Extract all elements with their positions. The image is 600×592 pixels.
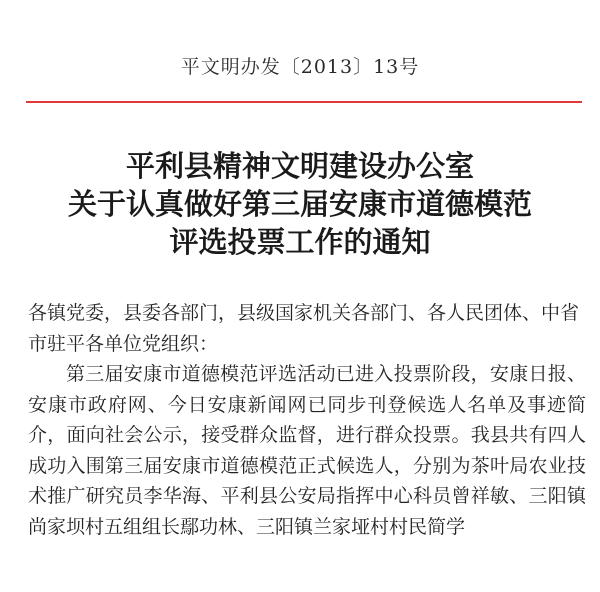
document-body bbox=[28, 298, 586, 542]
red-header-rule bbox=[26, 101, 582, 103]
salutation: 各镇党委，县委各部门，县级国家机关各部门、各人民团体、中省市驻平各单位党组织： bbox=[28, 302, 580, 355]
title-line-1: 平利县精神文明建设办公室 bbox=[125, 149, 474, 183]
title-line-3: 评选投票工作的通知 bbox=[169, 225, 431, 259]
document-number: 平文明办发〔2013〕13号 bbox=[180, 56, 420, 78]
title-line-2: 关于认真做好第三届安康市道德模范 bbox=[67, 187, 532, 221]
document-title bbox=[0, 147, 600, 261]
body-paragraph: 第三届安康市道德模范评选活动已进入投票阶段，安康日报、安康市政府网、今日安康新闻网已同步刊登候选人名单及事迹简介，面向社会公示，接受群众监督，进行群众投票。我县共有四人成功入围第三届安康市道德模范正式候选人，分别为茶叶局农业技术推广研究员李华海、平利县公安局指挥中心科员曾祥敏、三阳镇尚家坝村五组组长鄢功林、三阳镇兰家垭村村民简学 bbox=[28, 363, 586, 538]
